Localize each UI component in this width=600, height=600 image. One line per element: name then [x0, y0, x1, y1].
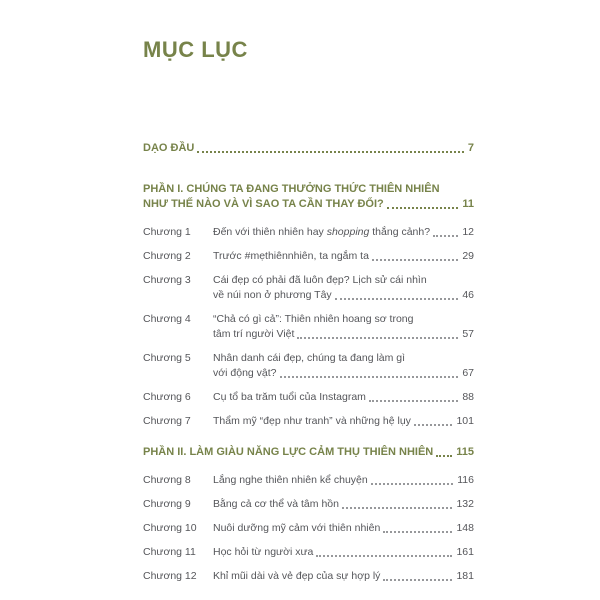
intro-page-number: 7 [467, 142, 474, 154]
chapter-label: Chương 2 [143, 250, 191, 262]
chapter-title-line [213, 414, 474, 429]
chapter-title-text: tâm trí người Việt [213, 328, 295, 340]
chapter-label: Chương 8 [143, 474, 191, 486]
chapter-title [213, 473, 474, 488]
section-heading-line [143, 445, 474, 460]
chapter-label: Chương 1 [143, 226, 191, 238]
page-number: 132 [456, 498, 474, 510]
dot-leader [342, 507, 453, 509]
page-number: 12 [462, 226, 474, 238]
chapter-entry [143, 273, 474, 303]
chapter-title [213, 312, 474, 342]
chapter-title [213, 351, 474, 381]
chapter-title-text: Khỉ mũi dài và vẻ đẹp của sự hợp lý [213, 570, 381, 582]
chapter-entry [143, 545, 474, 560]
intro-entry [143, 141, 474, 156]
chapter-title-line [213, 351, 474, 366]
chapter-title-text: “Chả có gì cả”: Thiên nhiên hoang sơ trong [213, 313, 414, 325]
chapter-title-text: về núi non ở phương Tây [213, 289, 332, 301]
section-heading-text: NHƯ THẾ NÀO VÀ VÌ SAO TA CẦN THAY ĐỔI? [143, 198, 384, 210]
chapter-label: Chương 9 [143, 498, 191, 510]
chapter-label: Chương 11 [143, 546, 196, 558]
chapter-title [213, 497, 474, 512]
chapter-title-line [213, 569, 474, 584]
toc-page [143, 36, 474, 593]
page-number: 29 [462, 250, 474, 262]
chapter-title [213, 249, 474, 264]
toc-body [143, 182, 474, 584]
chapter-title-line [213, 545, 474, 560]
dot-leader [197, 151, 464, 153]
chapter-title-text: Nhân danh cái đẹp, chúng ta đang làm gì [213, 352, 406, 364]
chapter-title-line [213, 390, 474, 405]
chapter-title-text: Học hỏi từ người xưa [213, 546, 314, 558]
chapter-label: Chương 6 [143, 391, 191, 403]
chapter-title-line [213, 521, 474, 536]
chapter-title-line [213, 312, 474, 327]
chapter-title-text: Cụ tổ ba trăm tuổi của Instagram [213, 391, 366, 403]
chapter-title-line [213, 366, 474, 381]
chapter-title-text: Lắng nghe thiên nhiên kể chuyện [213, 474, 368, 486]
chapter-title-text: Đến với thiên nhiên hay shopping thắng cảnh? [213, 226, 431, 238]
dot-leader [414, 424, 453, 426]
chapter-title-text: Trước #mẹthiênnhiên, ta ngắm ta [213, 250, 369, 262]
dot-leader [433, 235, 458, 237]
page-number: 161 [456, 546, 474, 558]
chapter-title-line [213, 225, 474, 240]
chapter-entry [143, 569, 474, 584]
section-heading-line [143, 197, 474, 212]
section-heading [143, 182, 474, 212]
chapter-label: Chương 7 [143, 415, 191, 427]
intro-label: DẠO ĐẦU [143, 142, 195, 154]
chapter-entry [143, 351, 474, 381]
chapter-title [213, 545, 474, 560]
chapter-label: Chương 12 [143, 570, 197, 582]
chapter-title-line [213, 497, 474, 512]
chapter-title-text: Nuôi dưỡng mỹ cảm với thiên nhiên [213, 522, 381, 534]
page-number: 67 [462, 367, 474, 379]
chapter-entry [143, 521, 474, 536]
chapter-entry [143, 414, 474, 429]
page-number: 88 [462, 391, 474, 403]
chapter-title [213, 225, 474, 240]
page-number: 101 [456, 415, 474, 427]
page-title: MỤC LỤC [143, 37, 248, 62]
dot-leader [372, 259, 458, 261]
dot-leader [383, 579, 452, 581]
chapter-entry [143, 390, 474, 405]
page-number: 148 [456, 522, 474, 534]
chapter-title-line [213, 249, 474, 264]
dot-leader [280, 376, 459, 378]
page-number: 46 [462, 289, 474, 301]
chapter-title-text: Cái đẹp có phải đã luôn đẹp? Lịch sử cái nhìn [213, 274, 427, 286]
chapter-entry [143, 473, 474, 488]
page-number: 11 [462, 198, 474, 210]
chapter-title [213, 414, 474, 429]
chapter-title-line [213, 473, 474, 488]
dot-leader [387, 207, 459, 209]
chapter-title-line [213, 273, 474, 288]
chapter-title-text: Bằng cả cơ thể và tâm hồn [213, 498, 339, 510]
chapter-label: Chương 3 [143, 274, 191, 286]
section-heading-line [143, 182, 474, 197]
chapter-title [213, 569, 474, 584]
dot-leader [335, 298, 459, 300]
chapter-title-line [213, 327, 474, 342]
chapter-title [213, 273, 474, 303]
chapter-title [213, 390, 474, 405]
page-number: 116 [457, 474, 474, 486]
chapter-title-line [213, 288, 474, 303]
dot-leader [297, 337, 458, 339]
chapter-title-text: với động vật? [213, 367, 277, 379]
chapter-entry [143, 312, 474, 342]
dot-leader [316, 555, 452, 557]
section-heading-text: PHẦN I. CHÚNG TA ĐANG THƯỞNG THỨC THIÊN NHIÊN [143, 183, 440, 195]
dot-leader [371, 483, 454, 485]
chapter-title [213, 521, 474, 536]
chapter-label: Chương 5 [143, 352, 191, 364]
chapter-title-text: Thẩm mỹ “đẹp như tranh” và những hệ lụy [213, 415, 411, 427]
dot-leader [383, 531, 452, 533]
page-number: 115 [456, 446, 474, 458]
chapter-entry [143, 249, 474, 264]
chapter-label: Chương 10 [143, 522, 197, 534]
dot-leader [436, 455, 452, 457]
chapter-entry [143, 225, 474, 240]
page-number: 181 [456, 570, 474, 582]
page-number: 57 [462, 328, 474, 340]
chapter-label: Chương 4 [143, 313, 191, 325]
chapter-entry [143, 497, 474, 512]
dot-leader [369, 400, 458, 402]
section-heading [143, 445, 474, 460]
section-heading-text: PHẦN II. LÀM GIÀU NĂNG LỰC CẢM THỤ THIÊN NHIÊN [143, 446, 434, 458]
